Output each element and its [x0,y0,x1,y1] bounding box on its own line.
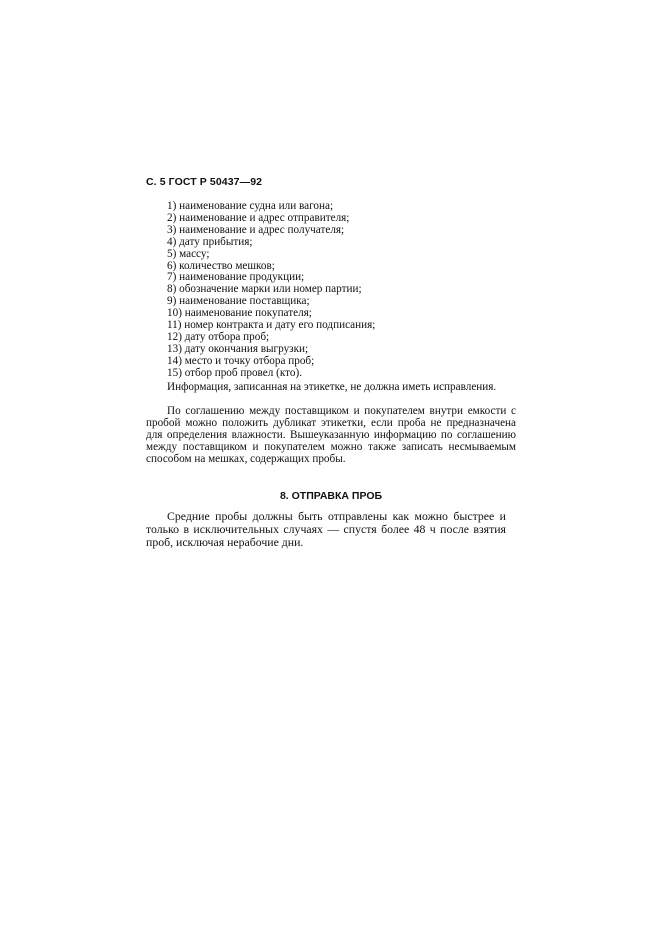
list-item: 12) дату отбора проб; [167,330,270,343]
page-header: С. 5 ГОСТ Р 50437—92 [146,176,263,188]
list-item: 15) отбор проб провел (кто). [167,366,302,379]
list-item: 10) наименование покупателя; [167,307,312,320]
list-item: 5) массу; [167,247,210,260]
list-item: 6) количество мешков; [167,259,275,272]
list-item: 11) номер контракта и дату его подписания; [167,319,376,332]
list-item: 14) место и точку отбора проб; [167,354,315,367]
list-item: 8) обозначение марки или номер партии; [167,283,362,296]
label-note-paragraph: Информация, записанная на этикетке, не должна иметь исправления. [167,381,497,393]
list-item: 7) наименование продукции; [167,271,305,284]
list-item: 4) дату прибытия; [167,235,253,248]
section-heading: 8. ОТПРАВКА ПРОБ [279,490,383,502]
section-text: Средние пробы должны быть отправлены как можно быстрее и только в исключительных случаях — спустя более 48 ч после взятия проб, исключая нерабочие дни. [146,509,506,549]
list-item: 9) наименование поставщика; [167,295,310,308]
list-item: 3) наименование и адрес получателя; [167,223,345,236]
label-info-list [167,201,527,380]
agreement-paragraph: По соглашению между поставщиком и покупателем внутри емкости с пробой можно положить дубликат этикетки, если проба не предназначена для определения влажности. Вышеуказанную информацию по соглашению между поставщиком и покупателем можно также записать несмываемым способом на мешках, содержащих пробы. [146,405,516,465]
list-item: 2) наименование и адрес отправителя; [167,211,350,224]
list-item: 13) дату окончания выгрузки; [167,342,309,355]
list-item: 1) наименование судна или вагона; [167,200,334,212]
